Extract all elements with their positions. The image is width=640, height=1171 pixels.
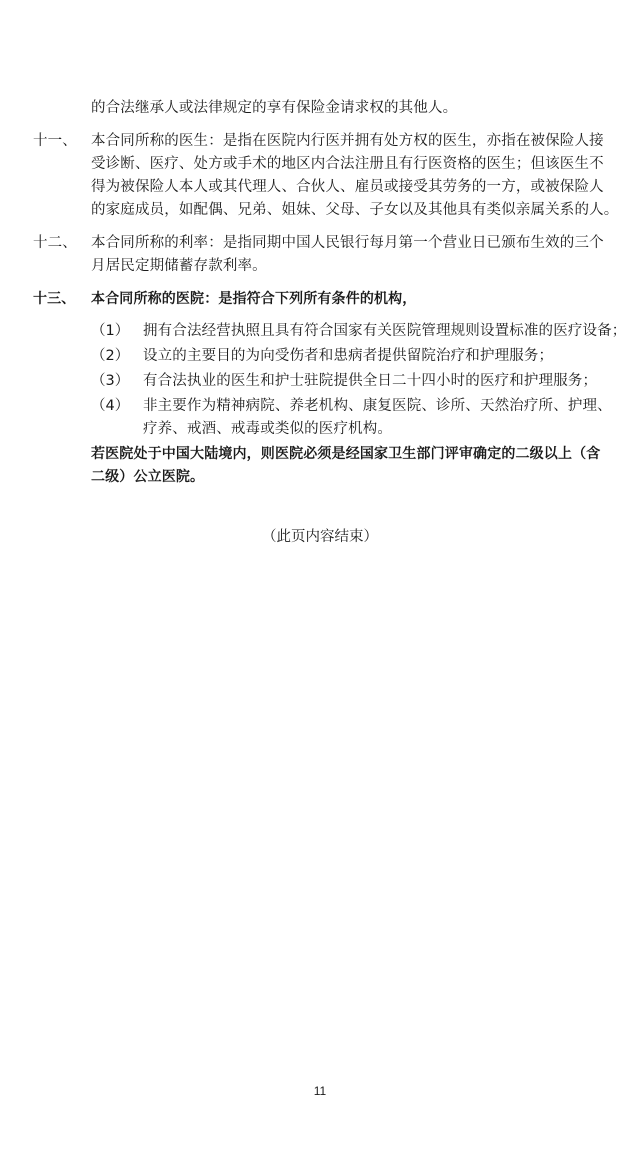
- condition-4-line-1: 非主要作为精神病院、养老机构、康复医院、诊所、天然治疗所、护理、: [143, 398, 612, 414]
- clause-11-line-1: 本合同所称的医生：是指在医院内行医并拥有处方权的医生，亦指在被保险人接: [91, 133, 604, 149]
- clause-number-13: 十三、: [33, 291, 76, 307]
- clause-number-12: 十二、: [33, 235, 77, 251]
- page-number: 11: [313, 1084, 327, 1098]
- clause-12-line-2: 月居民定期储蓄存款利率。: [91, 258, 267, 274]
- condition-number-4: （4）: [91, 398, 130, 414]
- condition-number-3: （3）: [91, 373, 130, 389]
- continuation-line: 的合法继承人或法律规定的享有保险金请求权的其他人。: [91, 100, 458, 116]
- condition-4-line-2: 疗养、戒酒、戒毒或类似的医疗机构。: [143, 421, 393, 437]
- condition-number-2: （2）: [91, 348, 130, 364]
- condition-2-line-1: 设立的主要目的为向受伤者和患病者提供留院治疗和护理服务；: [143, 348, 554, 364]
- clause-11-line-2: 受诊断、医疗、处方或手术的地区内合法注册且有行医资格的医生；但该医生不: [91, 156, 604, 172]
- mainland-note-line-2: 二级）公立医院。: [91, 469, 205, 485]
- condition-3-line-1: 有合法执业的医生和护士驻院提供全日二十四小时的医疗和护理服务；: [143, 373, 598, 389]
- clause-number-11: 十一、: [33, 133, 77, 149]
- clause-12-line-1: 本合同所称的利率：是指同期中国人民银行每月第一个营业日已颁布生效的三个: [91, 235, 604, 251]
- clause-11-line-3: 得为被保险人本人或其代理人、合伙人、雇员或接受其劳务的一方，或被保险人: [91, 179, 604, 195]
- clause-11-line-4: 的家庭成员，如配偶、兄弟、姐妹、父母、子女以及其他具有类似亲属关系的人。: [91, 202, 619, 218]
- clause-13-line-1: 本合同所称的医院：是指符合下列所有条件的机构，: [91, 291, 417, 307]
- page-end-note: （此页内容结束）: [262, 529, 378, 545]
- condition-1-line-1: 拥有合法经营执照且具有符合国家有关医院管理规则设置标准的医疗设备；: [143, 323, 627, 339]
- mainland-note-line-1: 若医院处于中国大陆境内，则医院必须是经国家卫生部门评审确定的二级以上（含: [91, 446, 601, 462]
- condition-number-1: （1）: [91, 323, 130, 339]
